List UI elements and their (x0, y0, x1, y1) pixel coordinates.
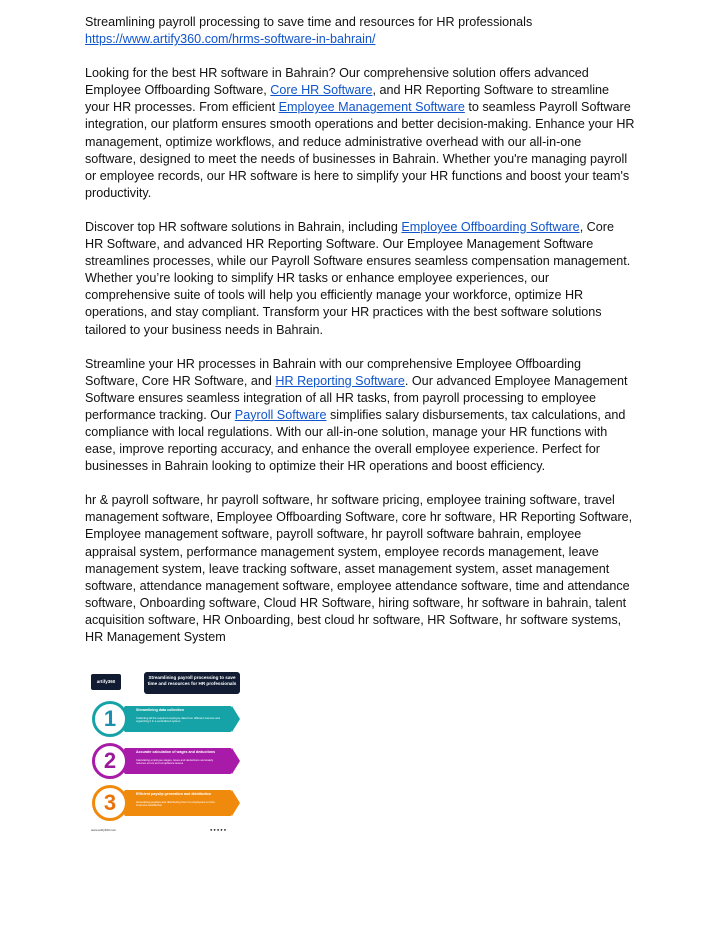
p2-text-1: Discover top HR software solutions in Bahrain, including (85, 219, 402, 234)
step-3-title: Efficient payslip generation and distribution (136, 792, 212, 796)
infographic-footer-url: www.artify360.com (91, 828, 117, 832)
hr-reporting-software-link[interactable]: HR Reporting Software (275, 373, 405, 388)
document-heading: Streamlining payroll processing to save time and resources for HR professionals (85, 15, 533, 29)
linkedin-icon: ● (220, 827, 224, 832)
paragraph-3 (85, 356, 635, 476)
artify360-logo: artify360 (91, 674, 121, 690)
infographic-step-2 (88, 740, 244, 780)
infographic-step-1 (88, 698, 244, 738)
p3-text-2: . Our advanced Employee Management Software ensures seamless integration of all HR tasks, from payroll processing to employee performance tracking. Our (85, 373, 628, 422)
infographic-step-3 (88, 782, 244, 822)
p2-text-2: , Core HR Software, and advanced HR Reporting Software. Our Employee Management Software streamlines processes, while our Payroll Software ensures seamless compensation management. Whether you’re looking to simplify HR tasks or enhance employee experiences, our comprehensive suite of tools will help you efficiently manage your workforce, optimize HR operations, and stay compliant. Transform your HR practices with the best software solutions tailored to your business needs in Bahrain. (85, 219, 631, 337)
p3-text-3: simplifies salary disbursements, tax calculations, and compliance with local regulations. With our all-in-one solution, manage your HR functions with ease, improve reporting accuracy, and enhance the overall employee experience. Perfect for businesses in Bahrain looking to optimize their HR operations and boost efficiency. (85, 407, 626, 474)
p1-text-1: Looking for the best HR software in Bahrain? Our comprehensive solution offers advanced Employee Offboarding Software, (85, 66, 589, 98)
social-icons (210, 827, 227, 832)
step-1-text: Collecting all the required employee data from different sources and organizing it in a centralized system (136, 716, 220, 724)
step-2-text: Calculating employee wages, taxes and deductions accurately reduces errors and compliance issues (136, 758, 214, 766)
source-url-link[interactable]: https://www.artify360.com/hrms-software-in-bahrain/ (85, 32, 376, 47)
paragraph-2 (85, 219, 635, 339)
step-3-number: 3 (92, 785, 128, 821)
p1-text-3: to seamless Payroll Software integration, our platform ensures smooth operations and better decision-making. Enhance your HR management, optimize workflows, and reduce administrative overhead with our all-in-one software, designed to meet the needs of businesses in Bahrain. Whether you're managing payroll or employee records, our HR software is here to simplify your HR functions and boost your team's productivity. (85, 100, 635, 200)
step-1-number: 1 (92, 701, 128, 737)
twitter-icon: ● (216, 827, 221, 832)
paragraph-1 (85, 65, 635, 202)
p3-text-1: Streamline your HR processes in Bahrain with our comprehensive Employee Offboarding Software, Core HR Software, and (85, 356, 582, 388)
keywords-paragraph: hr & payroll software, hr payroll software, hr software pricing, employee training software, travel management software, Employee Offboarding Software, core hr software, HR Reporting Software, Employee management software, payroll software, hr payroll software bahrain, employee appraisal system, performance management system, employee records management, leave management system, leave tracking software, asset management system, asset management software, attendance management software, employee attendance software, time and attendance software, Onboarding software, Cloud HR Software, hiring software, hr software in bahrain, talent acquisition software, HR Onboarding, best cloud hr software, HR Software, hr software systems, HR Management System (85, 493, 633, 644)
step-3-text: Generating payslips and distributing them to employees on time improves satisfaction (136, 800, 215, 808)
p1-text-2: , and HR Reporting Software to streamline your HR processes. From efficient (85, 83, 610, 115)
facebook-icon: ● (210, 827, 214, 832)
step-2-number: 2 (92, 743, 128, 779)
payroll-software-link[interactable]: Payroll Software (234, 407, 327, 422)
step-1-title: Streamlining data collection (136, 708, 184, 712)
core-hr-software-link[interactable]: Core HR Software (270, 83, 373, 98)
infographic-title: Streamlining payroll processing to save time and resources for HR professionals (144, 672, 240, 694)
payroll-infographic-image (88, 670, 244, 838)
instagram-icon: ● (213, 827, 217, 832)
step-2-title: Accurate calculation of wages and deductions (136, 750, 216, 754)
employee-management-software-link[interactable]: Employee Management Software (278, 100, 465, 115)
document-body (85, 14, 635, 663)
document-header (85, 14, 635, 48)
employee-offboarding-software-link[interactable]: Employee Offboarding Software (401, 219, 580, 234)
youtube-icon: ● (223, 827, 228, 832)
